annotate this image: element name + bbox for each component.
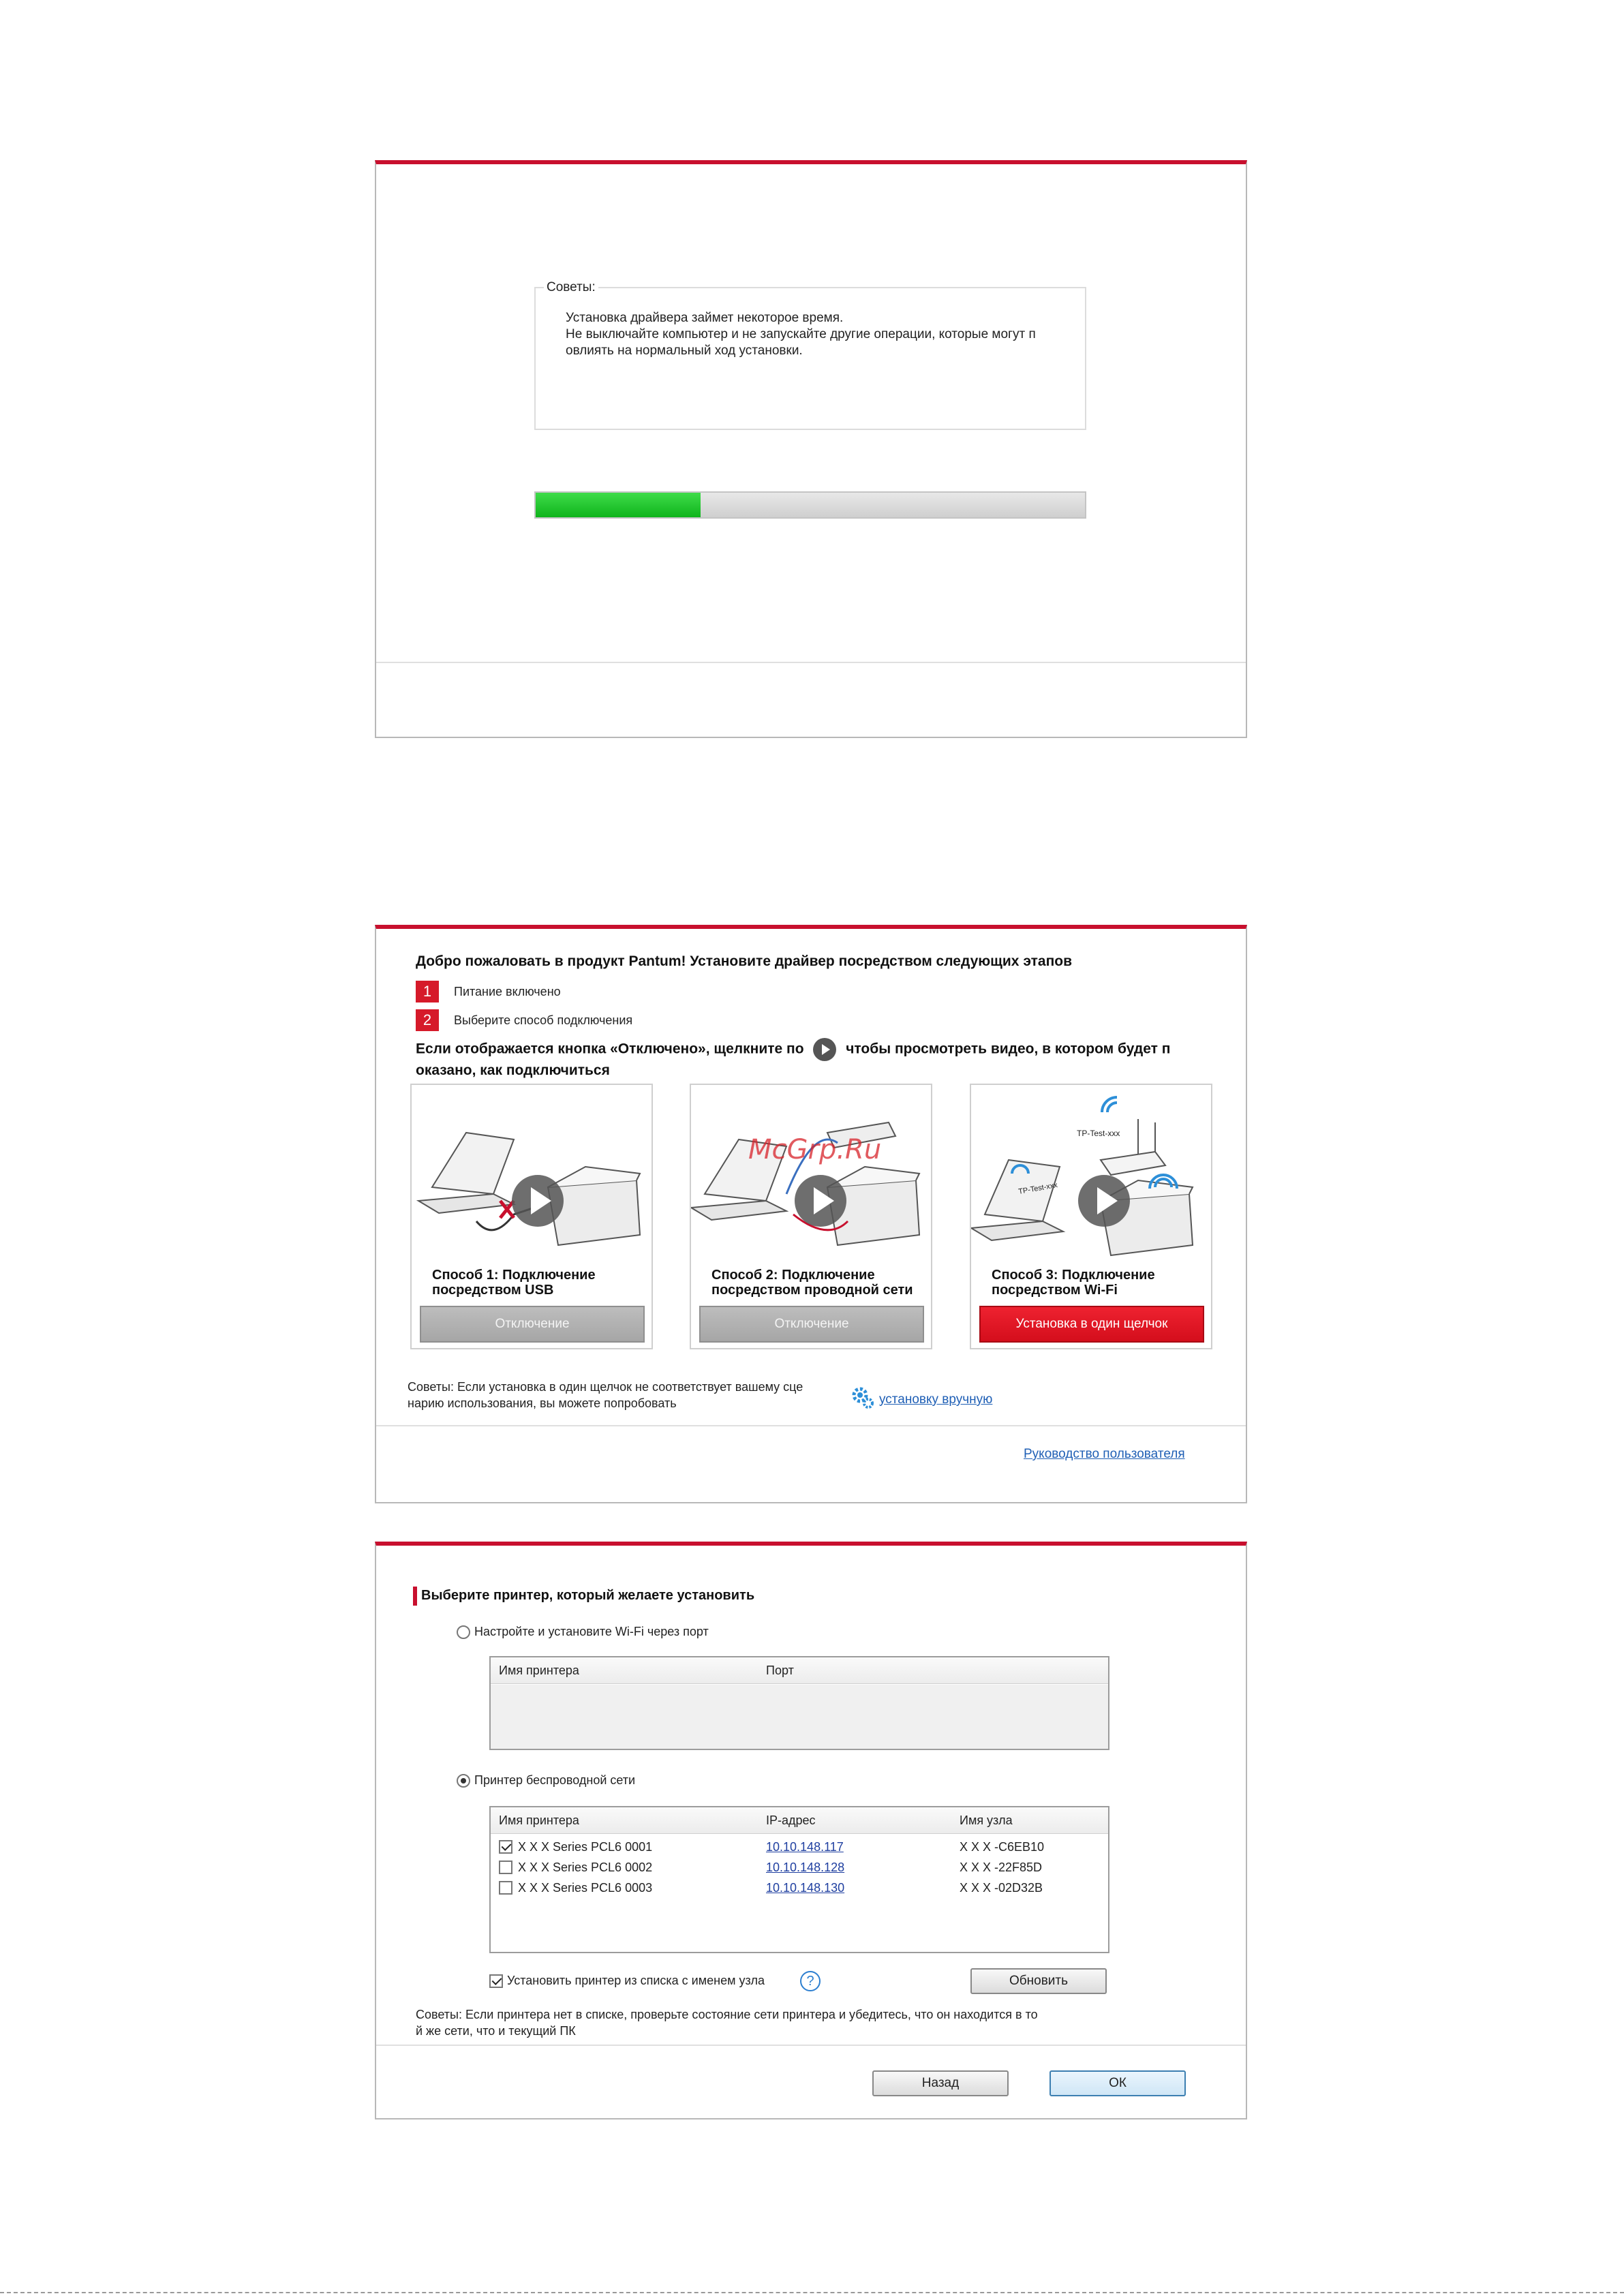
radio-button[interactable] [457, 1625, 470, 1639]
row-checkbox[interactable] [499, 1861, 512, 1874]
option-label: Принтер беспроводной сети [474, 1773, 636, 1787]
table-body [491, 1685, 1108, 1749]
option-label: Настройте и установите Wi-Fi через порт [474, 1625, 709, 1638]
wifi-illustration [971, 1085, 1211, 1269]
install-by-host-label: Установить принтер из списка с именем узла [507, 1974, 765, 1987]
install-progress-window [375, 160, 1247, 738]
user-guide-link[interactable]: Руководство пользователя [1024, 1447, 1185, 1461]
video-hint [416, 1038, 1170, 1080]
printer-host: X X X -02D32B [960, 1881, 1043, 1895]
step-label: Питание включено [454, 984, 561, 998]
tips-footnote [408, 1379, 844, 1411]
table-row[interactable] [491, 1837, 1108, 1858]
port-printer-table [489, 1656, 1109, 1750]
step-1 [416, 981, 561, 1002]
router-ssid-label: TP-Test-xxx [1077, 1129, 1120, 1138]
play-icon [813, 1038, 836, 1061]
method-title: Способ 2: Подключение посредством проводной сети [711, 1268, 913, 1298]
tips-box [534, 280, 1086, 430]
help-icon[interactable]: ? [800, 1971, 821, 1991]
watermark: McGrp.Ru [748, 1134, 882, 1165]
tips-footnote [416, 2006, 1220, 2039]
table-row[interactable] [491, 1858, 1108, 1878]
connection-method-window [375, 925, 1247, 1503]
printer-ip[interactable]: 10.10.148.117 [766, 1840, 844, 1854]
wired-status-button[interactable]: Отключение [699, 1306, 924, 1343]
table-header [491, 1657, 1108, 1684]
column-header: IP-адрес [766, 1813, 816, 1827]
laptop-ssid-label: TP-Test-xxx [1017, 1181, 1058, 1196]
table-row[interactable] [491, 1878, 1108, 1899]
tip-line: й же сети, что и текущий ПК [416, 2024, 576, 2038]
install-by-host-checkbox[interactable] [489, 1974, 503, 1988]
refresh-button[interactable]: Обновить [970, 1968, 1107, 1994]
welcome-heading: Добро пожаловать в продукт Pantum! Установите драйвер посредством следующих этапов [416, 953, 1073, 969]
column-header: Порт [766, 1664, 794, 1677]
one-click-install-button[interactable]: Установка в один щелчок [979, 1306, 1204, 1343]
radio-button[interactable] [457, 1774, 470, 1788]
table-header [491, 1807, 1108, 1834]
printer-name: X X X Series PCL6 0002 [518, 1861, 653, 1874]
footer-divider [376, 662, 1246, 663]
footnote-line: Советы: Если установка в один щелчок не соответствует вашему сце [408, 1380, 803, 1394]
select-printer-title: Выберите принтер, который желаете установить [421, 1588, 755, 1603]
install-by-host-option[interactable] [489, 1974, 765, 1988]
method-card-wired [690, 1084, 932, 1349]
printer-ip[interactable]: 10.10.148.130 [766, 1881, 845, 1895]
method-title: Способ 1: Подключение посредством USB [432, 1268, 596, 1298]
title-accent [413, 1587, 417, 1606]
progress-fill [536, 493, 701, 517]
printer-select-window [375, 1542, 1247, 2119]
method-card-wifi [970, 1084, 1212, 1349]
method-title: Способ 3: Подключение посредством Wi-Fi [992, 1268, 1155, 1298]
printer-ip[interactable]: 10.10.148.128 [766, 1861, 845, 1874]
hint-text: чтобы просмотреть видео, в котором будет п [846, 1041, 1171, 1057]
option-wifi-port[interactable] [457, 1625, 709, 1639]
method-card-usb [410, 1084, 653, 1349]
wired-illustration [691, 1085, 931, 1269]
usb-illustration [412, 1085, 652, 1269]
tips-line: Установка драйвера займет некоторое время. [566, 311, 844, 325]
tips-line: Не выключайте компьютер и не запускайте другие операции, которые могут п [566, 327, 1036, 341]
option-wireless[interactable] [457, 1773, 635, 1788]
tips-text [566, 310, 1070, 359]
footer-divider [376, 2045, 1246, 2046]
step-number: 1 [416, 981, 439, 1002]
column-header: Имя принтера [499, 1664, 579, 1677]
hint-text: оказано, как подключиться [416, 1062, 610, 1078]
footnote-line: нарию использования, вы можете попробовать [408, 1396, 677, 1410]
step-2 [416, 1009, 632, 1031]
row-checkbox[interactable] [499, 1840, 512, 1854]
footer-divider [376, 1425, 1246, 1426]
ok-button[interactable]: ОК [1050, 2070, 1186, 2096]
tips-line: овлиять на нормальный ход установки. [566, 343, 803, 358]
printer-host: X X X -C6EB10 [960, 1840, 1045, 1854]
usb-status-button[interactable]: Отключение [420, 1306, 645, 1343]
printer-name: X X X Series PCL6 0003 [518, 1881, 653, 1895]
page-bottom-rule [0, 2292, 1624, 2296]
printer-host: X X X -22F85D [960, 1861, 1043, 1874]
tip-line: Советы: Если принтера нет в списке, проверьте состояние сети принтера и убедитесь, что он находится в то [416, 2008, 1038, 2021]
wireless-printer-table [489, 1806, 1109, 1953]
column-header: Имя принтера [499, 1813, 579, 1827]
printer-name: X X X Series PCL6 0001 [518, 1840, 653, 1854]
manual-install-link[interactable]: установку вручную [879, 1392, 993, 1407]
back-button[interactable]: Назад [872, 2070, 1009, 2096]
step-label: Выберите способ подключения [454, 1013, 633, 1027]
tips-title: Советы: [544, 280, 598, 295]
row-checkbox[interactable] [499, 1881, 512, 1895]
gear-icon [851, 1386, 874, 1409]
install-progress-bar [534, 491, 1086, 519]
step-number: 2 [416, 1009, 439, 1031]
hint-text: Если отображается кнопка «Отключено», щелкните по [416, 1041, 804, 1057]
column-header: Имя узла [960, 1813, 1013, 1827]
